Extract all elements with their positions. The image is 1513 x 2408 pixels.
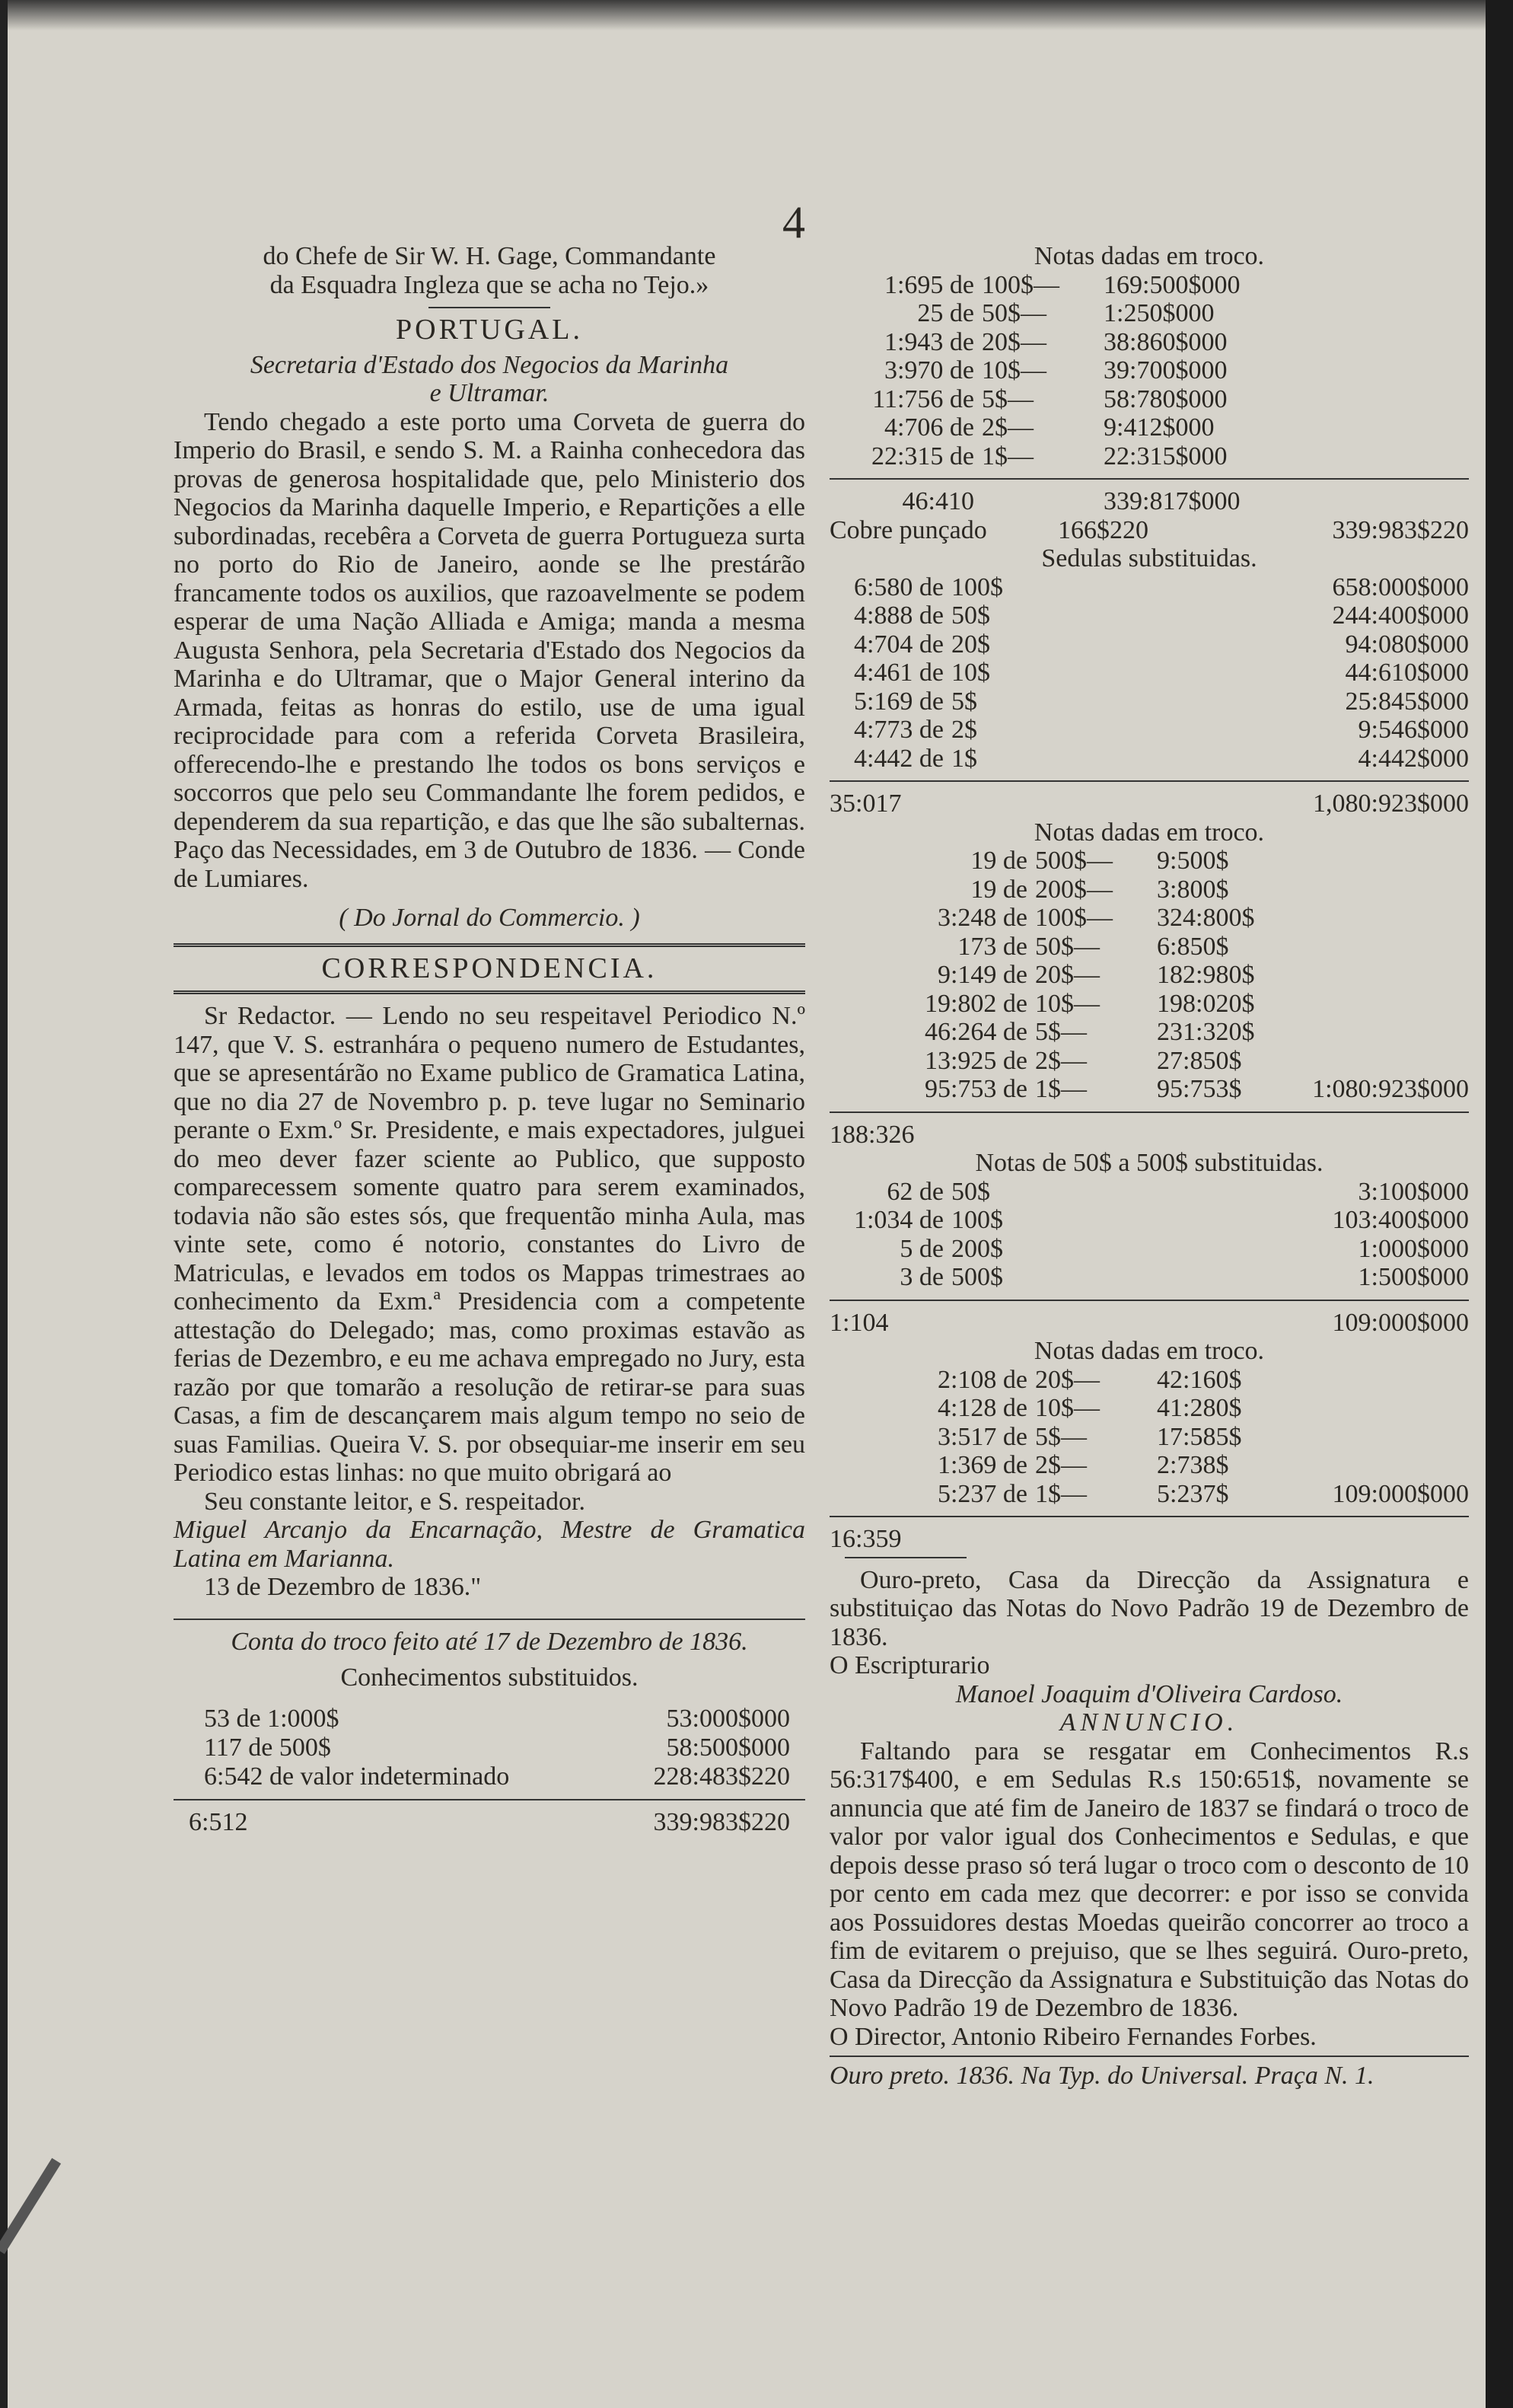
table-cell: 198:020$ (1157, 989, 1255, 1018)
table-cell: 5$ (951, 687, 977, 716)
notas-title-3: Notas dadas em troco. (1034, 1337, 1265, 1365)
table-cell: 42:160$ (1157, 1365, 1242, 1394)
table-cell: 46:264 de (924, 1018, 1027, 1046)
subtotal-value: 339:817$000 (1104, 487, 1241, 515)
table-cell: 25 de (917, 299, 974, 327)
divider (174, 990, 805, 994)
subtotal-count: 16:359 (830, 1525, 902, 1553)
table-cell: 228:483$220 (653, 1762, 790, 1791)
subtotal-row (830, 1525, 1469, 1554)
table-cell: 182:980$ (1157, 961, 1255, 989)
table-cell: 1:250$000 (1104, 299, 1215, 327)
table-row (830, 630, 1469, 659)
conhecimentos-title: Conhecimentos substituidos. (340, 1663, 639, 1692)
table-cell: 1$ (951, 744, 977, 773)
table-row (830, 385, 1469, 414)
table-row (830, 847, 1469, 875)
secretaria-line-2: e Ultramar. (429, 379, 549, 407)
table-row (830, 659, 1469, 687)
table-cell: 10$— (1035, 989, 1100, 1018)
table-row (830, 961, 1469, 990)
table-cell: 2$— (982, 413, 1034, 442)
table-cell: 20$— (982, 327, 1046, 356)
ouro-preto-text: Ouro-preto, Casa da Direcção da Assignatura e substituiçao das Notas do Novo Padrão 19 de Dezembro de 1836. (830, 1565, 1469, 1651)
table-cell: 20$— (1035, 961, 1100, 989)
table-row (830, 716, 1469, 745)
page-top-shadow (0, 0, 1513, 30)
table-cell: 2:738$ (1157, 1451, 1229, 1479)
table-row (830, 1206, 1469, 1235)
subtotal-row (830, 789, 1469, 818)
page-left-edge (0, 0, 8, 2408)
conta-total-count: 6:512 (189, 1807, 248, 1836)
conhecimentos-table (174, 1705, 805, 1791)
table-cell: 5 de (900, 1234, 944, 1263)
table-cell: 231:320$ (1157, 1018, 1255, 1046)
table-cell: 4:773 de (853, 716, 944, 744)
notas-title-1: Notas dadas em troco. (1034, 242, 1265, 270)
table-cell: 324:800$ (1157, 904, 1255, 932)
table-cell: 19:802 de (924, 989, 1027, 1018)
table-cell: 13:925 de (924, 1046, 1027, 1075)
table-cell: 6:850$ (1157, 932, 1229, 961)
table-cell: 4:888 de (853, 601, 944, 630)
table-row (830, 1075, 1469, 1104)
table-row (830, 442, 1469, 471)
notas-table-2 (830, 847, 1469, 1104)
table-cell: 25:845$000 (1345, 687, 1469, 716)
table-cell: 17:585$ (1157, 1422, 1242, 1451)
table-cell: 4:442 de (853, 744, 944, 773)
imprint: Ouro preto. 1836. Na Typ. do Universal. Praça N. 1. (830, 2062, 1374, 2090)
conta-total-row (174, 1808, 805, 1837)
table-cell: 22:315 de (871, 442, 974, 470)
table-cell: 2$— (1035, 1046, 1087, 1075)
subtotal-count: 35:017 (830, 789, 902, 818)
subtotal-count: 188:326 (830, 1120, 915, 1149)
page-number: 4 (782, 197, 805, 247)
table-row (830, 1047, 1469, 1076)
table-row (830, 745, 1469, 773)
subtotal-value: 1,080:923$000 (1313, 789, 1469, 818)
divider (428, 307, 550, 308)
sedulas-title: Sedulas substituidas. (1041, 544, 1257, 572)
director-line: O Director, Antonio Ribeiro Fernandes Forbes. (830, 2022, 1317, 2051)
notas-table-1 (830, 271, 1469, 471)
table-cell: 5:237 de (937, 1479, 1027, 1508)
table-cell: 4:706 de (884, 413, 974, 442)
table-cell: 27:850$ (1157, 1046, 1242, 1075)
intro-line-2: da Esquadra Ingleza que se acha no Tejo.» (269, 270, 709, 299)
table-cell: 2$— (1035, 1451, 1087, 1479)
letter-signoff: Seu constante leitor, e S. respeitador. (204, 1487, 585, 1516)
divider (830, 2056, 1469, 2057)
table-cell: 1:034 de (853, 1206, 944, 1234)
table-cell: 103:400$000 (1332, 1206, 1469, 1234)
table-cell: 1$— (982, 442, 1034, 470)
table-row (830, 1480, 1469, 1509)
subtotal-row (830, 1309, 1469, 1338)
divider (174, 943, 805, 947)
table-cell: 9:546$000 (1358, 716, 1469, 744)
notas-title-2: Notas dadas em troco. (1034, 818, 1265, 847)
escripturario-label: O Escripturario (830, 1651, 990, 1679)
letter-date: 13 de Dezembro de 1836." (204, 1573, 482, 1601)
table-row (830, 1423, 1469, 1452)
subtotal-row (830, 1121, 1469, 1150)
table-row (830, 1394, 1469, 1423)
divider (830, 478, 1469, 480)
table-row (830, 299, 1469, 328)
table-row (830, 875, 1469, 904)
table-cell: 9:500$ (1157, 847, 1229, 875)
table-cell: 658:000$000 (1332, 572, 1469, 601)
table-cell: 5:237$ (1157, 1479, 1229, 1508)
divider (830, 1300, 1469, 1301)
table-cell: 200$ (951, 1234, 1003, 1263)
annuncio-body: Faltando para se resgatar em Conhecimentos R.s 56:317$400, e em Sedulas R.s 150:651$, novamente se annuncia que até fim de Janeiro de 1837 se findará o troco de valor por valor igual dos Conhecimentos e Sedulas, e que depois desse praso só terá lugar o troco com o desconto de 10 por cento em cada mez que decorrer: e por isso se convida aos Possuidores destas Moedas queirão concorrer ao troco a fim de evitarem o prejuiso, que se lhes seguirá. Ouro-preto, Casa da Direcção da Assignatura e Substituição das Notas do Novo Padrão 19 de Dezembro de 1836. (830, 1737, 1469, 2022)
table-cell: 244:400$000 (1332, 601, 1469, 630)
table-cell: 3 de (900, 1263, 944, 1291)
table-cell: 50$ (951, 601, 990, 630)
table-cell: 1$— (1035, 1479, 1087, 1508)
table-cell: 95:753 de (924, 1075, 1027, 1103)
table-cell: 5$— (1035, 1018, 1087, 1046)
table-cell: 41:280$ (1157, 1394, 1242, 1422)
table-cell: 3:100$000 (1358, 1177, 1469, 1206)
table-cell: 94:080$000 (1345, 630, 1469, 659)
subtotal-count: 1:104 (830, 1308, 889, 1337)
table-cell: 58:780$000 (1104, 384, 1228, 413)
table-cell: 2:108 de (937, 1365, 1027, 1394)
table-cell: 2$ (951, 716, 977, 744)
table-cell: 100$ (951, 1206, 1003, 1234)
sedulas-table (830, 573, 1469, 773)
notas-50-table (830, 1178, 1469, 1292)
table-cell: 169:500$000 (1104, 270, 1241, 299)
conta-total-value: 339:983$220 (653, 1807, 790, 1836)
table-row (830, 1018, 1469, 1047)
left-column (174, 242, 805, 1836)
page-right-edge (1486, 0, 1513, 2408)
subtotal-row (830, 487, 1469, 516)
portugal-body: Tendo chegado a este porto uma Corveta de guerra do Imperio do Brasil, e sendo S. M. a Rainha conhecedora das provas de generosa hospitalidade que, pelo Ministerio dos Negocios da Marinha daquelle Imperio, e Repartições a elle subordinadas, recebêra a Corveta de guerra Portugueza surta no porto do Rio de Janeiro, aonde se lhe prestárão francamente todos os auxilios, que razoavelmente se podem esperar de uma Nação Alliada e Amiga; manda a mesma Augusta Senhora, pela Secretaria d'Estado dos Negocios da Marinha e do Ultramar, que o Major General interino da Armada, feitas as honras do estilo, use de uma igual reciprocidade para com a referida Corveta Brasileira, offerecendo-lhe e prestando lhe todos os bons serviços e soccorros que pelo seu Commandante lhe forem pedidos, e dependerem da sua repartição, e das que lhe são subalternas. Paço das Necessidades, em 3 de Outubro de 1836. — Conde de Lumiares. (174, 407, 805, 893)
annuncio-title: ANNUNCIO. (1059, 1708, 1239, 1737)
divider (830, 780, 1469, 782)
table-cell: 53:000$000 (666, 1704, 790, 1733)
table-cell: 50$ (951, 1177, 990, 1206)
pen-tip (0, 2158, 61, 2254)
table-cell: 6:580 de (853, 572, 944, 601)
table-row (830, 328, 1469, 357)
table-row (174, 1762, 805, 1791)
table-cell: 500$— (1035, 847, 1113, 875)
table-row (830, 1366, 1469, 1395)
section-total-value: 1:080:923$000 (1312, 1075, 1469, 1103)
table-cell: 4:442$000 (1358, 744, 1469, 773)
table-row (830, 1451, 1469, 1480)
table-cell: 5$— (1035, 1422, 1087, 1451)
table-cell: 58:500$000 (666, 1733, 790, 1762)
table-cell: 44:610$000 (1345, 659, 1469, 687)
table-cell: 1$— (1035, 1075, 1087, 1103)
table-row (830, 1263, 1469, 1292)
table-row (174, 1705, 805, 1733)
table-cell: 38:860$000 (1104, 327, 1228, 356)
table-cell: 3:970 de (884, 356, 974, 384)
table-cell: 95:753$ (1157, 1075, 1242, 1103)
table-cell: 1:695 de (884, 270, 974, 299)
table-cell: 100$— (982, 270, 1059, 299)
notas-50-title: Notas de 50$ a 500$ substituidas. (975, 1149, 1323, 1177)
table-cell: 50$— (1035, 932, 1100, 961)
table-row (830, 413, 1469, 442)
table-row (830, 1178, 1469, 1207)
table-cell: 3:800$ (1157, 875, 1229, 904)
table-row (830, 904, 1469, 933)
table-cell: 19 de (970, 847, 1027, 875)
table-cell: 10$ (951, 659, 990, 687)
escripturario-name: Manoel Joaquim d'Oliveira Cardoso. (955, 1679, 1343, 1708)
table-cell: 39:700$000 (1104, 356, 1228, 384)
table-cell: 10$— (1035, 1394, 1100, 1422)
letter-signature: Miguel Arcanjo da Encarnação, Mestre de Gramatica Latina em Marianna. (174, 1516, 805, 1573)
table-cell: 5:169 de (853, 687, 944, 716)
table-cell: 3:248 de (937, 904, 1027, 932)
table-cell: 5$— (982, 384, 1034, 413)
table-row (830, 271, 1469, 300)
table-cell: 22:315$000 (1104, 442, 1228, 470)
table-cell: 4:128 de (937, 1394, 1027, 1422)
divider (830, 1112, 1469, 1113)
table-cell: 9:149 de (937, 961, 1027, 989)
table-cell: 50$— (982, 299, 1046, 327)
table-row (830, 990, 1469, 1019)
table-row (830, 573, 1469, 602)
table-cell: 9:412$000 (1104, 413, 1215, 442)
table-cell: 4:461 de (853, 659, 944, 687)
table-cell: 200$— (1035, 875, 1113, 904)
section-title-portugal: PORTUGAL. (396, 314, 583, 346)
subtotal-value: 109:000$000 (1332, 1308, 1469, 1337)
table-cell: 1:369 de (937, 1451, 1027, 1479)
divider (174, 1619, 805, 1620)
table-cell: 20$— (1035, 1365, 1100, 1394)
table-cell: 6:542 de valor indeterminado (204, 1762, 510, 1791)
table-cell: 62 de (887, 1177, 944, 1206)
secretaria-line-1: Secretaria d'Estado dos Negocios da Marinha (250, 350, 729, 379)
table-cell: 1:500$000 (1358, 1263, 1469, 1291)
cobre-value: 166$220 (1058, 515, 1148, 544)
table-cell: 20$ (951, 630, 990, 659)
cobre-total: 339:983$220 (1332, 515, 1469, 544)
table-row (830, 933, 1469, 962)
table-row (830, 1235, 1469, 1264)
divider (174, 1799, 805, 1800)
conta-title: Conta do troco feito até 17 de Dezembro de 1836. (231, 1627, 748, 1656)
table-cell: 100$ (951, 572, 1003, 601)
table-cell: 500$ (951, 1263, 1003, 1291)
table-row (830, 687, 1469, 716)
table-cell: 173 de (957, 932, 1027, 961)
table-cell: 100$— (1035, 904, 1113, 932)
section-title-correspondencia: CORRESPONDENCIA. (321, 952, 658, 984)
table-cell: 3:517 de (937, 1422, 1027, 1451)
table-cell: 19 de (970, 875, 1027, 904)
table-row (174, 1733, 805, 1762)
letter-body: Sr Redactor. — Lendo no seu respeitavel Periodico N.º 147, que V. S. estranhára o pequeno numero de Estudantes, que se apresentárão no Exame publico de Gramatica Latina, que no dia 27 de Novembro p. p. teve lugar no Seminario perante o Exm.º Sr. Presidente, e mais expectadores, julguei do meo dever fazer sciente ao Publico, que supposto comparecessem somente quatro para serem examinados, todavia não são estes sós, que frequentão minha Aula, mas vinte sete, como é notorio, constantes do Livro de Matriculas, e levados em todos os Mappas trimestraes ao conhecimento da Exm.ª Presidencia com a competente attestação do Delegado; mas, como proximas estavão as ferias de Dezembro, e eu me achava empregado no Jury, esta razão por que tomarão a resolução de retirar-se para suas Casas, a fim de descançarem mais algum tempo no seio de suas Familias. Queira V. S. por obsequiar-me inserir em seu Periodico estas linhas: no que muito obrigará ao (174, 1002, 805, 1487)
intro-line-1: do Chefe de Sir W. H. Gage, Commandante (263, 242, 716, 270)
divider (845, 1557, 967, 1558)
table-cell: 11:756 de (872, 384, 974, 413)
subtotal-count: 46:410 (902, 487, 974, 515)
section-total-value: 109:000$000 (1332, 1479, 1469, 1508)
table-row (830, 601, 1469, 630)
source-note: ( Do Jornal do Commercio. ) (339, 904, 640, 932)
table-cell: 117 de 500$ (204, 1733, 331, 1762)
table-row (830, 356, 1469, 385)
table-cell: 1:943 de (884, 327, 974, 356)
notas-table-3 (830, 1366, 1469, 1509)
cobre-row (830, 516, 1469, 545)
right-column (830, 242, 1469, 2091)
divider (830, 1516, 1469, 1517)
table-cell: 53 de 1:000$ (204, 1704, 339, 1733)
table-cell: 1:000$000 (1358, 1234, 1469, 1263)
table-cell: 4:704 de (853, 630, 944, 659)
cobre-label: Cobre punçado (830, 515, 987, 544)
table-cell: 10$— (982, 356, 1046, 384)
